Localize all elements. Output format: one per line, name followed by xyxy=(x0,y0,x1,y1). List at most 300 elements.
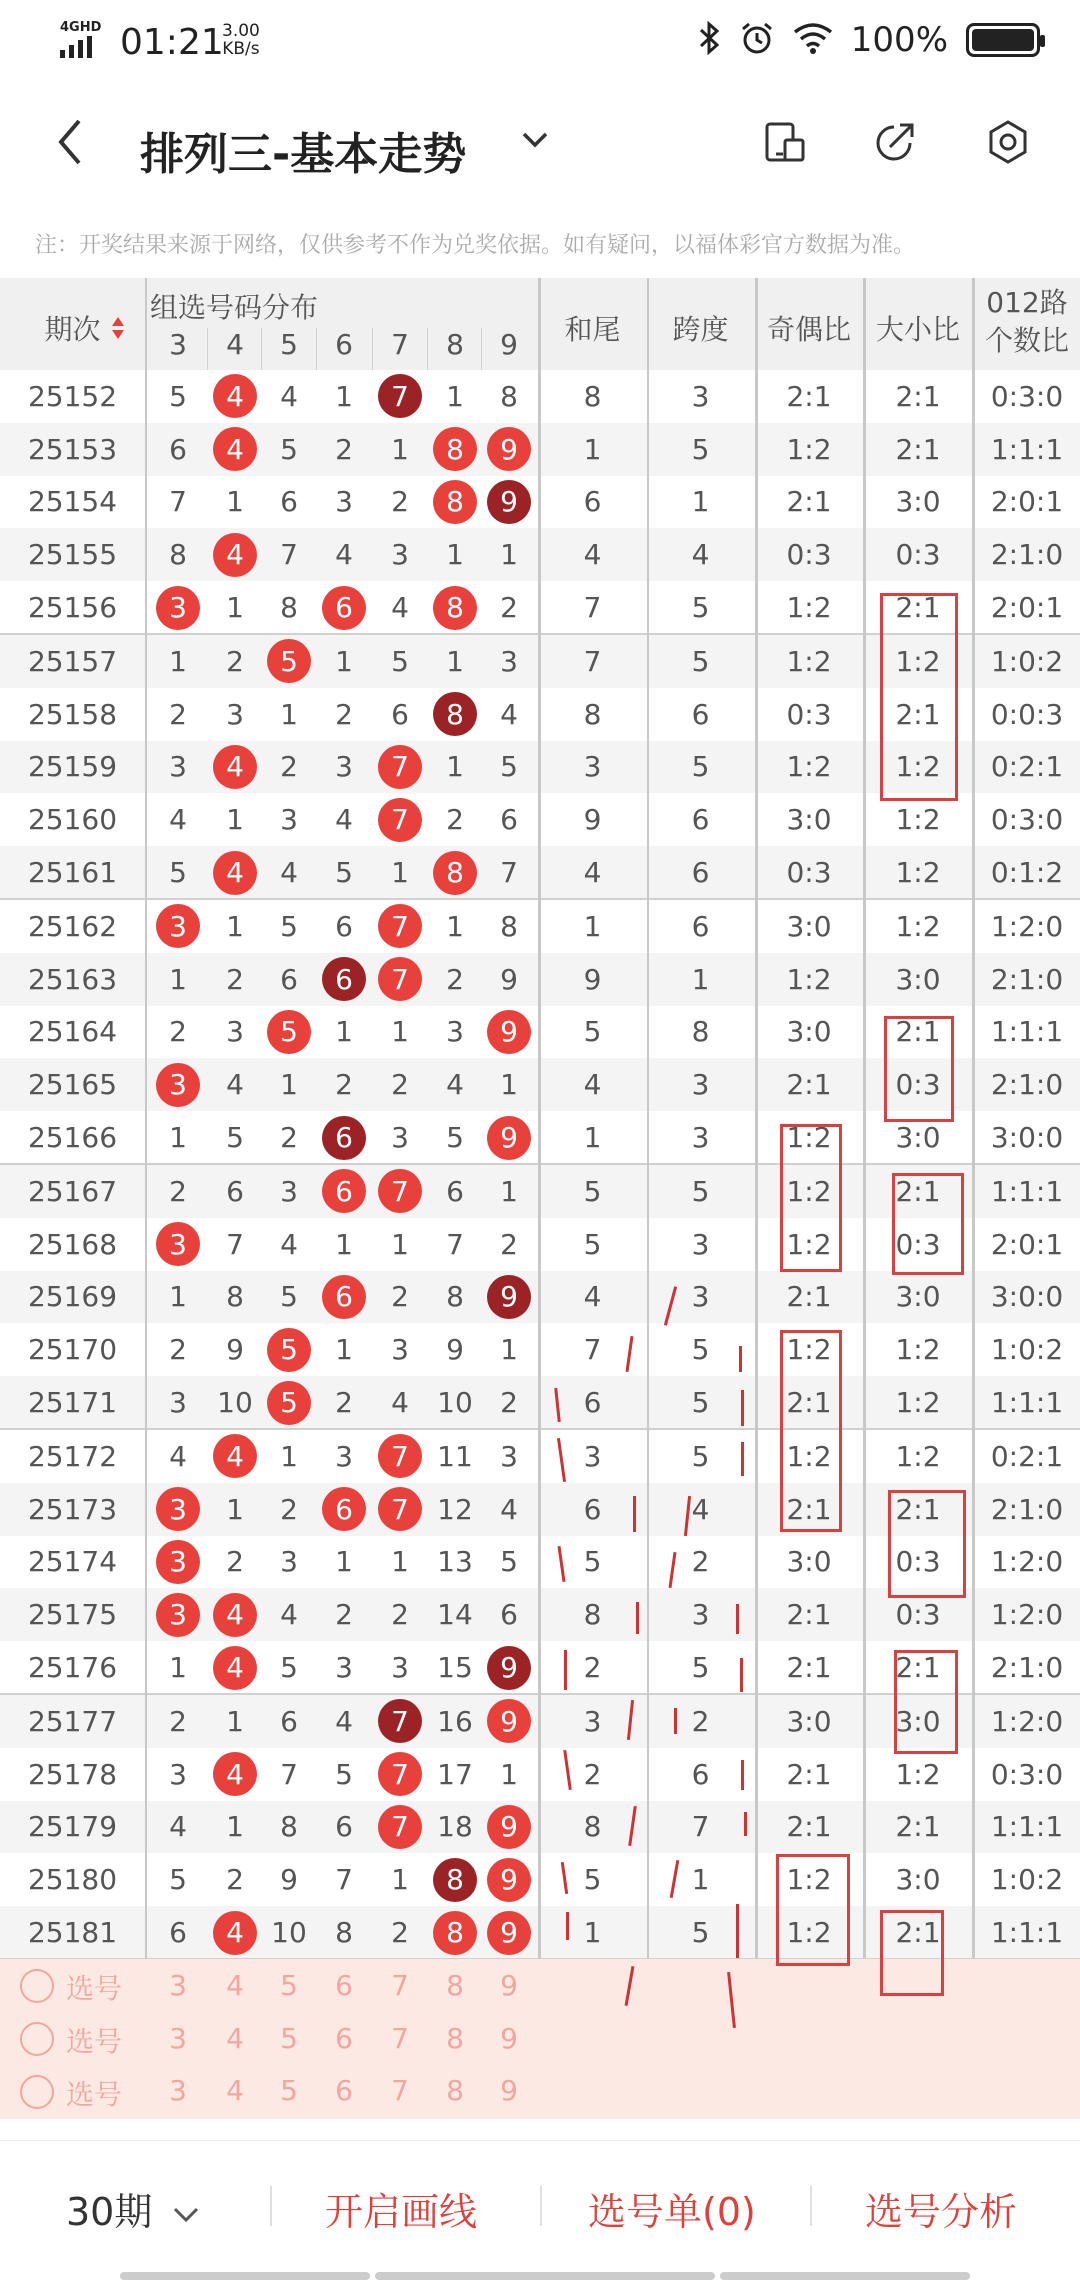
annotation-box xyxy=(888,1490,966,1598)
drawn-number-ball: 9 xyxy=(487,1805,531,1849)
omission-count: 4 xyxy=(500,1492,518,1526)
digit-cell xyxy=(426,635,484,688)
big-small-header: 大小比 xyxy=(875,313,960,346)
omission-count: 4 xyxy=(169,803,187,837)
omission-count: 3 xyxy=(280,1174,298,1208)
pick-row xyxy=(0,2012,1080,2065)
period-cell: 25154 xyxy=(27,485,118,519)
omission-count: 1 xyxy=(391,1545,409,1579)
omission-count: 11 xyxy=(437,1439,473,1473)
pick-number[interactable]: 8 xyxy=(446,2074,464,2108)
omission-count: 3 xyxy=(391,538,409,572)
digit-cell xyxy=(206,1271,264,1324)
sum-tail-cell: 5 xyxy=(583,1863,602,1897)
pick-number[interactable]: 4 xyxy=(226,2074,244,2108)
drawn-number-ball: 7 xyxy=(378,745,422,789)
pick-number[interactable]: 8 xyxy=(446,1968,464,2002)
sum-tail-cell: 7 xyxy=(583,591,602,625)
omission-count: 2 xyxy=(226,1545,244,1579)
omission-count: 2 xyxy=(169,1333,187,1367)
omission-count: 5 xyxy=(280,1280,298,1314)
omission-count: 7 xyxy=(335,1863,353,1897)
digit-cell xyxy=(260,635,318,688)
digit-cell xyxy=(480,581,538,634)
pick-number[interactable]: 9 xyxy=(500,1968,518,2002)
draw-lines-button[interactable]: 开启画线 xyxy=(325,2190,478,2234)
odd-even-cell: 1:2 xyxy=(786,432,832,466)
digit-cell xyxy=(206,423,264,476)
digit-cell xyxy=(315,741,373,794)
digit-cell xyxy=(260,1853,318,1906)
digit-cell xyxy=(260,1111,318,1164)
span-cell: 5 xyxy=(691,591,710,625)
big-small-cell: 1:2 xyxy=(895,1333,941,1367)
digit-cell xyxy=(260,528,318,581)
route-cell: 0:2:1 xyxy=(990,750,1064,784)
big-small-cell: 2:1 xyxy=(895,1174,941,1208)
omission-count: 2 xyxy=(500,1227,518,1261)
digit-cell xyxy=(480,1748,538,1801)
omission-count: 6 xyxy=(335,1810,353,1844)
annotation-arrow xyxy=(736,1904,739,1958)
omission-count: 1 xyxy=(226,1492,244,1526)
digit-cell xyxy=(260,1801,318,1854)
odd-even-cell: 1:2 xyxy=(786,962,832,996)
omission-count: 3 xyxy=(500,1439,518,1473)
sum-tail-cell: 8 xyxy=(583,1598,602,1632)
digit-cell xyxy=(371,1271,429,1324)
digit-cell xyxy=(260,1376,318,1429)
span-cell: 2 xyxy=(691,1545,710,1579)
digit-cell xyxy=(149,1430,207,1483)
sum-tail-cell: 3 xyxy=(583,1704,602,1738)
omission-count: 3 xyxy=(335,485,353,519)
span-cell: 5 xyxy=(691,432,710,466)
omission-count: 7 xyxy=(169,485,187,519)
omission-count: 5 xyxy=(500,1545,518,1579)
omission-count: 1 xyxy=(391,432,409,466)
period-cell: 25166 xyxy=(27,1121,118,1155)
digit-cell xyxy=(315,1111,373,1164)
omission-count: 7 xyxy=(226,1227,244,1261)
pick-number[interactable]: 4 xyxy=(226,1968,244,2002)
digit-cell xyxy=(480,1695,538,1748)
omission-count: 2 xyxy=(391,485,409,519)
annotation-arrow xyxy=(739,1346,742,1372)
route-header-line1: 012路 xyxy=(986,286,1068,319)
big-small-cell: 2:1 xyxy=(895,697,941,731)
digit-cell xyxy=(149,528,207,581)
odd-even-cell: 1:2 xyxy=(786,1916,832,1949)
omission-count: 6 xyxy=(391,697,409,731)
drawn-number-ball: 3 xyxy=(156,586,200,630)
digit-cell xyxy=(315,1323,373,1376)
title-dropdown-button[interactable] xyxy=(515,120,555,160)
omission-count: 1 xyxy=(446,379,464,413)
digit-cell xyxy=(480,1641,538,1694)
digit-cell xyxy=(206,1641,264,1694)
digit-cell xyxy=(371,635,429,688)
drawn-number-ball: 5 xyxy=(267,1381,311,1425)
big-small-cell: 3:0 xyxy=(895,485,941,519)
digit-cell xyxy=(315,1483,373,1536)
digit-cell xyxy=(480,1006,538,1059)
drawn-number-ball: 6 xyxy=(322,586,366,630)
route-cell: 3:0:0 xyxy=(990,1121,1064,1155)
span-cell: 5 xyxy=(691,1386,710,1420)
digit-cell xyxy=(426,846,484,899)
digit-cell xyxy=(426,528,484,581)
odd-even-cell: 3:0 xyxy=(786,909,832,943)
big-small-cell: 2:1 xyxy=(895,1916,941,1949)
omission-count: 1 xyxy=(446,644,464,678)
omission-count: 5 xyxy=(280,432,298,466)
span-cell: 5 xyxy=(691,1174,710,1208)
home-indicator xyxy=(375,2272,715,2280)
pick-number[interactable]: 6 xyxy=(335,2021,353,2055)
drawn-number-ball: 9 xyxy=(487,427,531,471)
sort-icon xyxy=(111,315,125,348)
omission-count: 5 xyxy=(169,856,187,890)
device-button[interactable] xyxy=(755,112,815,172)
annotation-box xyxy=(780,1124,842,1272)
digit-cell xyxy=(260,1218,318,1271)
digit-cell xyxy=(371,900,429,953)
span-cell: 6 xyxy=(691,856,710,890)
pick-number[interactable]: 9 xyxy=(500,2021,518,2055)
period-selector-label: 30期 xyxy=(66,2190,153,2234)
omission-count: 4 xyxy=(500,697,518,731)
span-cell: 3 xyxy=(691,1068,710,1102)
omission-count: 1 xyxy=(226,1810,244,1844)
route-cell: 3:0:0 xyxy=(990,1280,1064,1314)
digit-cell xyxy=(426,1111,484,1164)
period-cell: 25170 xyxy=(27,1333,118,1367)
omission-count: 3 xyxy=(391,1333,409,1367)
odd-even-cell: 1:2 xyxy=(786,1863,832,1897)
omission-count: 1 xyxy=(446,909,464,943)
omission-count: 3 xyxy=(280,1545,298,1579)
digit-cell xyxy=(426,1218,484,1271)
omission-count: 2 xyxy=(335,432,353,466)
share-button[interactable] xyxy=(865,112,925,172)
omission-count: 2 xyxy=(391,1280,409,1314)
pick-checkbox[interactable] xyxy=(20,1969,54,2003)
digit-cell xyxy=(315,688,373,741)
odd-even-cell: 2:1 xyxy=(786,379,832,413)
column-divider xyxy=(863,278,866,1958)
digit-cell xyxy=(371,1536,429,1589)
omission-count: 13 xyxy=(437,1545,473,1579)
digit-cell xyxy=(426,1906,484,1959)
annotation-arrow xyxy=(633,1496,636,1532)
digit-cell xyxy=(149,1111,207,1164)
pick-checkbox[interactable] xyxy=(20,2022,54,2056)
divider xyxy=(810,2186,812,2226)
annotation-arrow xyxy=(736,1604,739,1634)
app-header xyxy=(0,90,1080,200)
back-icon xyxy=(55,117,85,167)
drawn-number-ball: 7 xyxy=(378,1169,422,1213)
omission-count: 6 xyxy=(335,909,353,943)
digit-header: 3 xyxy=(169,328,187,361)
drawn-number-ball: 5 xyxy=(267,1328,311,1372)
digit-cell xyxy=(149,1218,207,1271)
omission-count: 2 xyxy=(500,1386,518,1420)
route-cell: 1:1:1 xyxy=(990,1386,1064,1420)
digit-cell xyxy=(371,1801,429,1854)
digit-cell xyxy=(206,635,264,688)
span-cell: 4 xyxy=(691,1492,710,1526)
omission-count: 2 xyxy=(446,803,464,837)
span-cell: 3 xyxy=(691,1598,710,1632)
route-cell: 0:3:0 xyxy=(990,1757,1064,1791)
sum-tail-cell: 6 xyxy=(583,1492,602,1526)
digit-cell xyxy=(260,370,318,423)
omission-count: 5 xyxy=(280,909,298,943)
omission-count: 2 xyxy=(169,697,187,731)
omission-count: 6 xyxy=(280,485,298,519)
route-cell: 1:1:1 xyxy=(990,1916,1064,1949)
digit-cell xyxy=(260,900,318,953)
omission-count: 4 xyxy=(335,803,353,837)
digit-cell xyxy=(371,528,429,581)
period-cell: 25176 xyxy=(27,1651,118,1685)
digit-cell xyxy=(371,1906,429,1959)
digit-cell xyxy=(480,741,538,794)
digit-cell xyxy=(315,581,373,634)
digit-cell xyxy=(206,370,264,423)
pick-analysis-button[interactable]: 选号分析 xyxy=(865,2190,1018,2234)
digit-cell xyxy=(426,423,484,476)
bottom-bar xyxy=(0,2140,1080,2280)
omission-count: 3 xyxy=(391,1121,409,1155)
digit-cell xyxy=(480,1111,538,1164)
odd-even-header: 奇偶比 xyxy=(766,313,851,346)
pick-number[interactable]: 4 xyxy=(226,2021,244,2055)
period-header[interactable] xyxy=(30,308,140,348)
digit-cell xyxy=(480,1165,538,1218)
drawn-number-ball: 5 xyxy=(267,1010,311,1054)
period-cell: 25152 xyxy=(27,379,118,413)
span-cell: 5 xyxy=(691,1651,710,1685)
sum-tail-cell: 3 xyxy=(583,1439,602,1473)
column-divider xyxy=(972,278,975,1958)
digit-cell xyxy=(315,846,373,899)
digit-cell xyxy=(426,1376,484,1429)
omission-count: 9 xyxy=(446,1333,464,1367)
period-cell: 25156 xyxy=(27,591,118,625)
digit-cell xyxy=(206,581,264,634)
network-type: 4GHD xyxy=(60,20,102,35)
omission-count: 10 xyxy=(271,1916,307,1949)
annotation-arrow xyxy=(741,1390,744,1426)
drawn-number-ball: 6 xyxy=(322,957,366,1001)
pick-number[interactable]: 7 xyxy=(391,1968,409,2002)
big-small-cell: 2:1 xyxy=(895,1651,941,1685)
omission-count: 8 xyxy=(500,909,518,943)
period-cell: 25172 xyxy=(27,1439,118,1473)
span-cell: 5 xyxy=(691,750,710,784)
omission-count: 3 xyxy=(500,644,518,678)
pick-number[interactable]: 8 xyxy=(446,2021,464,2055)
drawn-number-ball: 8 xyxy=(433,851,477,895)
pick-number[interactable]: 7 xyxy=(391,2074,409,2108)
pick-number[interactable]: 9 xyxy=(500,2074,518,2108)
net-speed xyxy=(222,22,260,58)
omission-count: 5 xyxy=(169,1863,187,1897)
pick-number[interactable]: 7 xyxy=(391,2021,409,2055)
period-cell: 25179 xyxy=(27,1810,118,1844)
route-cell: 0:1:2 xyxy=(990,856,1064,890)
drawn-number-ball: 7 xyxy=(378,798,422,842)
pick-label: 选号 xyxy=(66,2024,123,2058)
omission-count: 4 xyxy=(169,1810,187,1844)
odd-even-cell: 2:1 xyxy=(786,1651,832,1685)
odd-even-cell: 0:3 xyxy=(786,538,832,572)
span-cell: 4 xyxy=(691,538,710,572)
alarm-icon xyxy=(739,20,775,60)
span-cell: 1 xyxy=(691,1863,710,1897)
digit-cell xyxy=(480,1853,538,1906)
digit-cell xyxy=(149,1853,207,1906)
drawn-number-ball: 4 xyxy=(213,1593,257,1637)
omission-count: 3 xyxy=(169,1386,187,1420)
drawn-number-ball: 7 xyxy=(378,957,422,1001)
digit-cell xyxy=(206,1748,264,1801)
period-cell: 25163 xyxy=(27,962,118,996)
sum-tail-cell: 8 xyxy=(583,379,602,413)
digit-cell xyxy=(149,953,207,1006)
route-cell: 1:2:0 xyxy=(990,1598,1064,1632)
pick-row xyxy=(0,2065,1080,2118)
page-title[interactable]: 排列三-基本走势 xyxy=(140,129,467,180)
digit-cell xyxy=(149,423,207,476)
drawn-number-ball: 3 xyxy=(156,1063,200,1107)
period-selector[interactable] xyxy=(66,2181,200,2236)
route-cell: 2:1:0 xyxy=(990,538,1064,572)
digit-cell xyxy=(206,846,264,899)
digit-cell xyxy=(371,1006,429,1059)
omission-count: 2 xyxy=(226,962,244,996)
drawn-number-ball: 9 xyxy=(487,1911,531,1955)
pick-number[interactable]: 3 xyxy=(169,2021,187,2055)
digit-header: 8 xyxy=(446,328,464,361)
big-small-cell: 1:2 xyxy=(895,856,941,890)
digit-cell xyxy=(315,1641,373,1694)
digit-cell xyxy=(480,1376,538,1429)
digit-cell xyxy=(480,688,538,741)
digit-cell xyxy=(260,1695,318,1748)
column-divider xyxy=(316,328,317,370)
omission-count: 1 xyxy=(391,1863,409,1897)
pick-checkbox[interactable] xyxy=(20,2075,54,2109)
digit-cell xyxy=(426,476,484,529)
route-cell: 1:1:1 xyxy=(990,1174,1064,1208)
odd-even-cell: 1:2 xyxy=(786,1439,832,1473)
odd-even-cell: 1:2 xyxy=(786,644,832,678)
digit-cell xyxy=(426,1641,484,1694)
digit-header: 5 xyxy=(280,328,298,361)
settings-button[interactable] xyxy=(978,112,1038,172)
drawn-number-ball: 8 xyxy=(433,427,477,471)
digit-cell xyxy=(206,1588,264,1641)
period-cell: 25157 xyxy=(27,644,118,678)
digit-cell xyxy=(480,953,538,1006)
sum-tail-cell: 4 xyxy=(583,1280,602,1314)
pick-number[interactable]: 3 xyxy=(169,1968,187,2002)
omission-count: 2 xyxy=(391,1916,409,1949)
big-small-cell: 1:2 xyxy=(895,1386,941,1420)
sum-tail-cell: 7 xyxy=(583,1333,602,1367)
digit-cell xyxy=(426,1853,484,1906)
pick-list-button[interactable]: 选号单(0) xyxy=(588,2190,756,2234)
digit-cell xyxy=(426,1695,484,1748)
big-small-cell: 2:1 xyxy=(895,1810,941,1844)
digit-cell xyxy=(315,528,373,581)
big-small-cell: 0:3 xyxy=(895,1068,941,1102)
digit-cell xyxy=(315,1801,373,1854)
digit-cell xyxy=(426,1006,484,1059)
big-small-cell: 1:2 xyxy=(895,1757,941,1791)
omission-count: 4 xyxy=(335,1704,353,1738)
odd-even-cell: 2:1 xyxy=(786,1386,832,1420)
digit-cell xyxy=(371,846,429,899)
digit-cell xyxy=(206,900,264,953)
omission-count: 3 xyxy=(169,750,187,784)
period-cell: 25168 xyxy=(27,1227,118,1261)
digit-cell xyxy=(480,528,538,581)
pick-number[interactable]: 5 xyxy=(280,2074,298,2108)
sum-tail-cell: 6 xyxy=(583,1386,602,1420)
drawn-number-ball: 6 xyxy=(322,1169,366,1213)
pick-number[interactable]: 3 xyxy=(169,2074,187,2108)
sum-tail-cell: 6 xyxy=(583,485,602,519)
digit-cell xyxy=(371,953,429,1006)
omission-count: 1 xyxy=(446,538,464,572)
pick-number[interactable]: 5 xyxy=(280,2021,298,2055)
route-cell: 1:0:2 xyxy=(990,1333,1064,1367)
odd-even-cell: 3:0 xyxy=(786,803,832,837)
digit-cell xyxy=(371,423,429,476)
pick-number[interactable]: 6 xyxy=(335,1968,353,2002)
omission-count: 16 xyxy=(437,1704,473,1738)
route-cell: 2:1:0 xyxy=(990,1492,1064,1526)
back-button[interactable] xyxy=(40,112,100,172)
pick-number[interactable]: 6 xyxy=(335,2074,353,2108)
omission-count: 10 xyxy=(217,1386,253,1420)
digit-cell xyxy=(149,1323,207,1376)
digit-cell xyxy=(149,900,207,953)
pick-number[interactable]: 5 xyxy=(280,1968,298,2002)
drawn-number-ball: 3 xyxy=(156,1487,200,1531)
omission-count: 15 xyxy=(437,1651,473,1685)
digit-cell xyxy=(480,1588,538,1641)
route-header-line2: 个数比 xyxy=(984,324,1069,357)
omission-count: 8 xyxy=(280,591,298,625)
digit-cell xyxy=(480,1430,538,1483)
status-bar xyxy=(0,0,1080,80)
digit-cell xyxy=(426,1430,484,1483)
digit-cell xyxy=(426,1588,484,1641)
omission-count: 1 xyxy=(280,697,298,731)
drawn-number-ball: 6 xyxy=(322,1116,366,1160)
column-divider xyxy=(538,278,541,2118)
route-cell: 1:0:2 xyxy=(990,644,1064,678)
span-cell: 7 xyxy=(691,1810,710,1844)
omission-count: 2 xyxy=(169,1704,187,1738)
span-cell: 3 xyxy=(691,1121,710,1155)
